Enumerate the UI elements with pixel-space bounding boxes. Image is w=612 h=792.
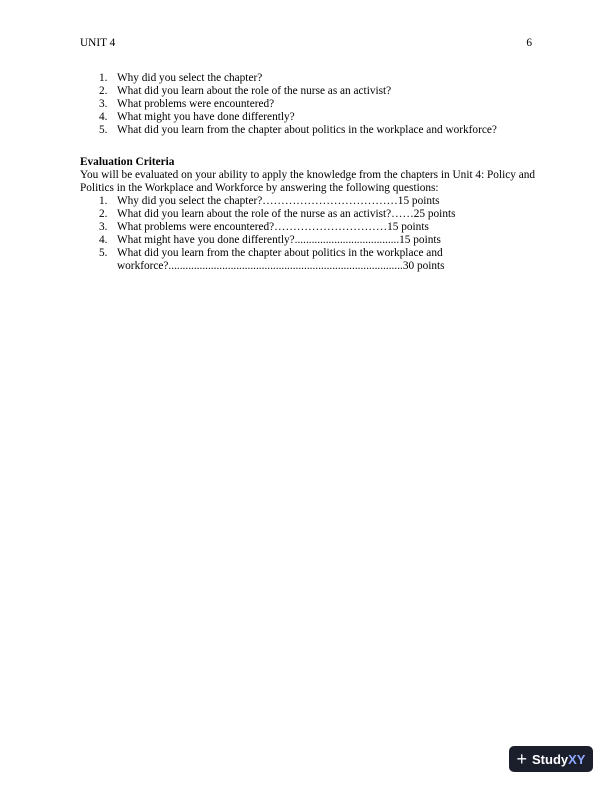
page-number: 6	[526, 37, 532, 49]
list-text: What did you learn about the role of the nurse as an activist?……25 points	[117, 208, 456, 220]
list-number: 5.	[99, 124, 108, 136]
list-number: 4.	[99, 111, 108, 123]
list-number: 2.	[99, 208, 108, 220]
plus-icon: +	[516, 749, 528, 769]
list-item	[80, 111, 540, 124]
list-number: 1.	[99, 72, 108, 84]
list-item	[80, 72, 540, 85]
page-header	[80, 37, 532, 51]
list-text: What might you have done differently?	[117, 111, 295, 123]
list-item	[80, 221, 540, 234]
list-number: 1.	[99, 195, 108, 207]
list-text: What did you learn from the chapter about politics in the workplace and workforce?	[117, 124, 497, 136]
running-head: UNIT 4	[80, 37, 116, 49]
list-number: 2.	[99, 85, 108, 97]
list-item	[80, 234, 540, 247]
list-number: 5.	[99, 247, 108, 259]
list-text: Why did you select the chapter?………………………………15 points	[117, 195, 440, 207]
list-text: What problems were encountered?	[117, 98, 275, 110]
question-list	[80, 72, 540, 137]
list-item	[80, 195, 540, 208]
list-number: 3.	[99, 221, 108, 233]
list-number: 3.	[99, 98, 108, 110]
studyxy-badge[interactable]	[509, 746, 593, 772]
section-heading: Evaluation Criteria	[80, 156, 175, 168]
evaluation-intro: You will be evaluated on your ability to apply the knowledge from the chapters in Unit 4: Policy and Politics in the Workplace and Workforce by answering the following questions:	[80, 169, 536, 194]
list-text: What did you learn about the role of the nurse as an activist?	[117, 85, 392, 97]
list-text: What problems were encountered?…………………………15 points	[117, 221, 429, 233]
list-number: 4.	[99, 234, 108, 246]
list-item	[80, 208, 540, 221]
list-text: What did you learn from the chapter about politics in the workplace and workforce?...................................................................................30 points	[117, 247, 445, 272]
list-item	[80, 124, 540, 137]
list-text: Why did you select the chapter?	[117, 72, 263, 84]
criteria-list	[80, 195, 540, 273]
list-item	[80, 247, 540, 273]
brand-name: StudyXY	[532, 751, 586, 767]
list-item	[80, 85, 540, 98]
list-item	[80, 98, 540, 111]
list-text: What might have you done differently?.....................................15 points	[117, 234, 441, 246]
